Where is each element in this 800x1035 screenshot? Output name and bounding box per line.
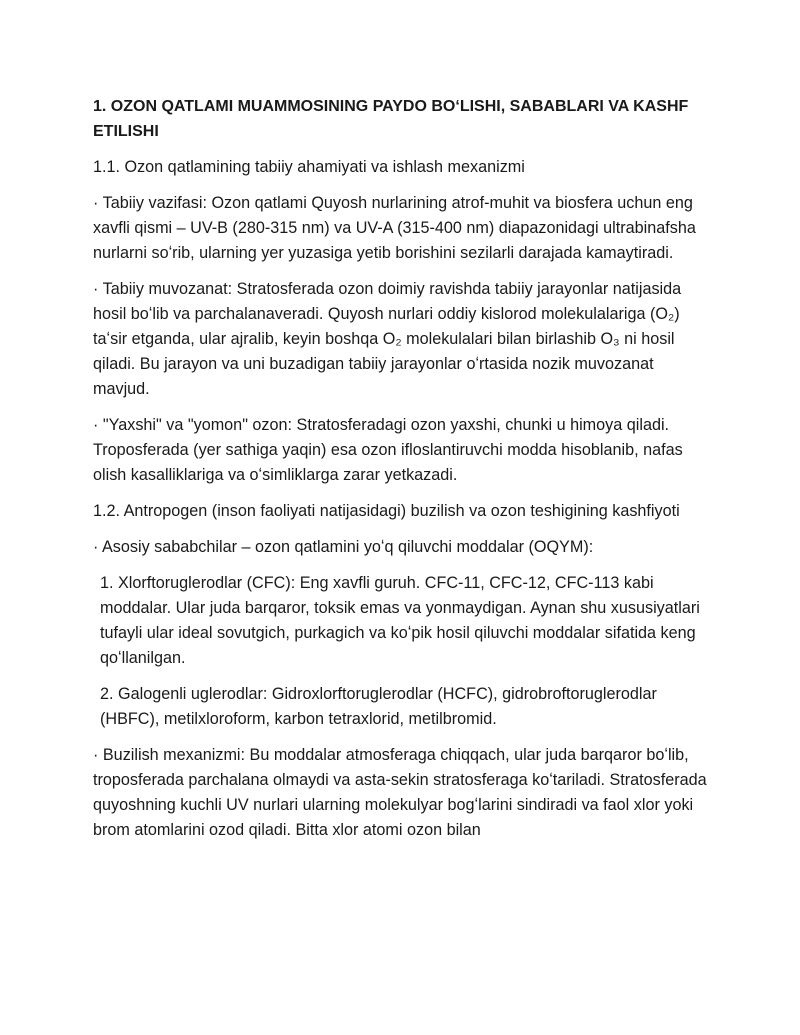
document-title: 1. OZON QATLAMI MUAMMOSINING PAYDO BOʻLISHI, SABABLARI VA KASHF ETILISHI <box>93 98 689 140</box>
list-item-halogenated-carbons: 2. Galogenli uglerodlar: Gidroxlorftoruglerodlar (HCFC), gidrobroftoruglerodlar (HBFC), metilxloroform, karbon tetraxlorid, metilbromid. <box>100 685 657 728</box>
paragraph-destruction-mechanism: · Buzilish mexanizmi: Bu moddalar atmosferaga chiqqach, ular juda barqaror boʻlib, troposferada parchalana olmaydi va asta-sekin stratosferaga koʻtariladi. Stratosferada quyoshning kuchli UV nurlari ularning molekulyar bogʻlarini sindiradi va faol xlor yoki brom atomlarini ozod qiladi. Bitta xlor atomi ozon bilan <box>93 746 707 839</box>
paragraph-main-causes: · Asosiy sababchilar – ozon qatlamini yoʻq qiluvchi moddalar (OQYM): <box>93 538 594 556</box>
paragraph-good-bad-ozone: · "Yaxshi" va "yomon" ozon: Stratosferadagi ozon yaxshi, chunki u himoya qiladi. Troposferada (yer sathiga yaqin) esa ozon ifloslantiruvchi modda hisoblanib, nafas olish kasalliklariga va oʻsimliklarga zarar yetkazadi. <box>93 416 683 484</box>
section-1-2-heading: 1.2. Antropogen (inson faoliyati natijasidagi) buzilish va ozon teshigining kashfiyoti <box>93 502 680 520</box>
paragraph-natural-balance: · Tabiiy muvozanat: Stratosferada ozon doimiy ravishda tabiiy jarayonlar natijasida hosil boʻlib va parchalanaveradi. Quyosh nurlari oddiy kislorod molekulalariga (O₂) taʻsir etganda, ular ajralib, keyin boshqa O₂ molekulalari bilan birlashib O₃ ni hosil qiladi. Bu jarayon va uni buzadigan tabiiy jarayonlar oʻrtasida nozik muvozanat mavjud. <box>93 280 682 398</box>
paragraph-natural-function: · Tabiiy vazifasi: Ozon qatlami Quyosh nurlarining atrof-muhit va biosfera uchun eng xavfli qismi – UV-B (280-315 nm) va UV-A (315-400 nm) diapazonidagi ultrabinafsha nurlarni soʻrib, ularning yer yuzasiga yetib borishini sezilarli darajada kamaytiradi. <box>93 194 696 262</box>
section-1-1-heading: 1.1. Ozon qatlamining tabiiy ahamiyati va ishlash mexanizmi <box>93 158 525 176</box>
list-item-cfc: 1. Xlorftoruglerodlar (CFC): Eng xavfli guruh. CFC-11, CFC-12, CFC-113 kabi moddalar. Ular juda barqaror, toksik emas va yonmaydigan. Aynan shu xususiyatlari tufayli ular ideal sovutgich, purkagich va koʻpik hosil qiluvchi moddalar sifatida keng qoʻllanilgan. <box>100 574 700 667</box>
